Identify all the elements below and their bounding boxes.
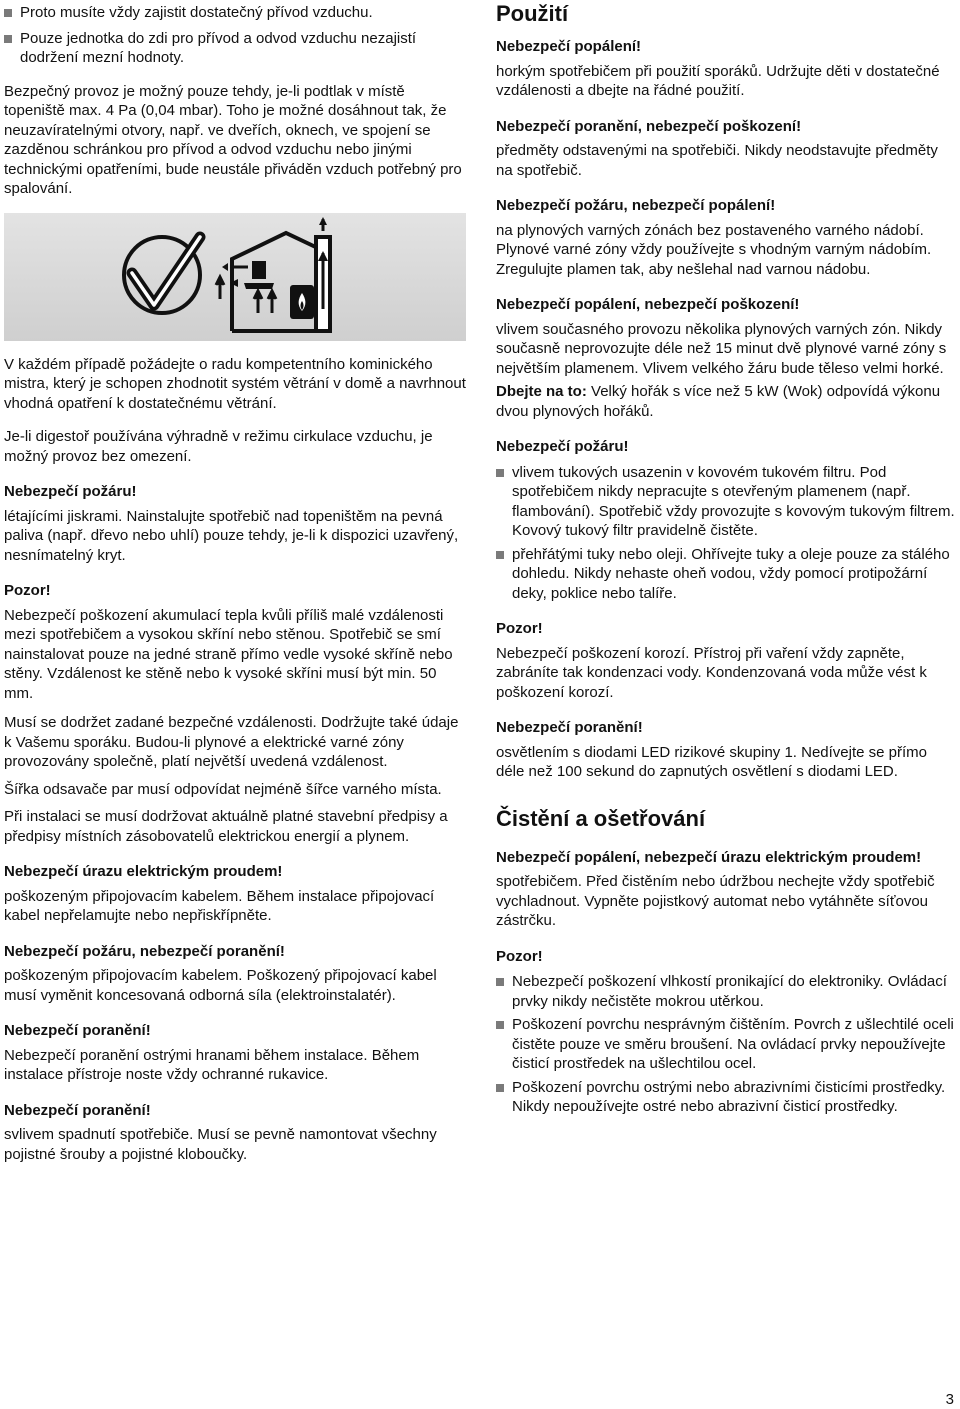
warning-title: Pozor! [4, 582, 51, 599]
warning-text: létajícími jiskrami. Nainstalujte spotřebič nad topeništěm na pevná paliva (např. dřevo nebo uhlí) pouze tehdy, je-li k dispozici uzavřený, nesnímatelný kryt. [4, 507, 459, 564]
paragraph-recirculation: Je-li digestoř používána výhradně v režimu cirkulace vzduchu, je možný provoz bez omezení. [4, 428, 433, 465]
warning-title: Nebezpečí popálení, nebezpečí poškození! [496, 296, 800, 313]
warning-title: Nebezpečí požáru, nebezpečí popálení! [496, 197, 776, 214]
note-text: Velký hořák s více než 5 kW (Wok) odpovídá výkonu dvou plynových hořáků. [496, 383, 941, 420]
list-item: Poškození povrchu ostrými nebo abrazivními čisticími prostředky. Nikdy nepoužívejte ostré nebo abrazivní čisticí prostředky. [496, 1078, 958, 1117]
warning-text: poškozeným připojovacím kabelem. Během instalace připojovací kabel nepřelamujte nebo nepřiskřípněte. [4, 887, 435, 924]
range-hood-icon [222, 261, 274, 289]
warning-text: osvětlením s diodami LED rizikové skupiny 1. Nedívejte se přímo déle než 100 sekund do zapnutých osvětlení s diodami LED. [496, 743, 928, 780]
warning-title: Pozor! [496, 620, 543, 637]
note-paragraph [496, 382, 958, 421]
warning-text: Nebezpečí poškození akumulací tepla kvůli příliš malé vzdálenosti mezi spotřebičem a vysokou skříní nebo stěnou. Spotřebič se smí nainstalovat pouze na jedné straně přímo vedle vysoké skříně nebo stěny. Vzdálenost ke stěně nebo k vysoké skříni musí být min. 50 mm. [4, 606, 453, 702]
list-item: Poškození povrchu nesprávným čištěním. Povrch z ušlechtilé oceli čistěte pouze ve směru broušení. Na ovládací prvky nepoužívejte čisticí prostředek na ušlechtilou ocel. [496, 1015, 958, 1074]
list-item: Proto musíte vždy zajistit dostatečný přívod vzduchu. [4, 3, 466, 23]
warning-text: vlivem současného provozu několika plynových varných zón. Nikdy současně neprovozujte déle než 15 minut dvě plynové varné zóny s největším plamenem. Vlivem velkého žáru bude těleso velmi horké. [496, 320, 947, 377]
warning-title: Pozor! [496, 947, 543, 965]
warning-title: Nebezpečí poranění! [496, 719, 643, 736]
section-heading-cleaning: Čistění a ošetřování [496, 805, 706, 831]
list-item: vlivem tukových usazenin v kovovém tukovém filtru. Pod spotřebičem nikdy nepracujte s otevřeným plamenem (např. flambování). Spotřebič vždy provozujte s kovovým tukovým filtrem. Kovový tukový filtr pravidelně čistěte. [496, 463, 958, 541]
warning-title: Nebezpečí poranění, nebezpečí poškození! [496, 117, 802, 135]
right-column [496, 1, 958, 1117]
stove-fire-icon [290, 285, 314, 319]
warning-text: horkým spotřebičem při použití sporáků. Udržujte děti v dostatečné vzdálenosti a dbejte na řádné použití. [496, 62, 940, 99]
warning-title: Nebezpečí úrazu elektrickým proudem! [4, 863, 283, 880]
warning-text: poškozeným připojovacím kabelem. Poškozený připojovací kabel musí vyměnit koncesovaná odborná síla (elektroinstalatér). [4, 967, 437, 1004]
warning-title: Nebezpečí poranění! [4, 1101, 151, 1119]
left-column [4, 3, 466, 1164]
chimney-icon [314, 217, 332, 331]
note-label: Dbejte na to: [496, 383, 587, 400]
paragraph-distances: Musí se dodržet zadané bezpečné vzdálenosti. Dodržujte také údaje k Vašemu sporáku. Budou-li plynové a elektrické varné zóny provozovány společně, platí největší uvedená vzdálenost. [4, 714, 459, 770]
warning-title: Nebezpečí poranění! [4, 1022, 151, 1039]
warning-text: svlivem spadnutí spotřebiče. Musí se pevně namontovat všechny pojistné šrouby a pojistné kloboučky. [4, 1126, 437, 1163]
page-number: 3 [945, 1391, 954, 1408]
paragraph-regulations: Při instalaci se musí dodržovat aktuálně platné stavební předpisy a předpisy místních zásobovatelů elektrickou energií a plynem. [4, 808, 448, 845]
warning-text: na plynových varných zónách bez postaveného varného nádobí. Plynové varné zóny vždy používejte s vhodným varným nádobím. Zregulujte plamen tak, aby nešlehal nad varnou nádobu. [496, 221, 932, 278]
paragraph-safe-operation: Bezpečný provoz je možný pouze tehdy, je-li podtlak v místě topeniště max. 4 Pa (0,04 mbar). Toho je možné dosáhnout tak, že neuzavíratelnými otvory, např. ve dveřích, oknech, ve spojení se zazděnou schránkou pro přívod a odvod vzduchu nebo jinými technickými opatřeními, bude neustále přiváděn vzduch potřebný pro spalování. [4, 82, 462, 197]
list-item: Pouze jednotka do zdi pro přívod a odvod vzduchu nezajistí dodržení mezní hodnoty. [4, 29, 466, 68]
checkmark-icon [124, 237, 200, 313]
list-item: Nebezpečí poškození vlhkostí pronikající do elektroniky. Ovládací prvky nikdy nečistěte mokrou utěrkou. [496, 972, 958, 1011]
paragraph-chimney-sweep: V každém případě požádejte o radu kompetentního kominického mistra, který je schopen zhodnotit systém větrání v domě a navrhnout vhodná opatření k dostatečnému větrání. [4, 355, 466, 412]
paragraph-width: Šířka odsavače par musí odpovídat nejméně šířce varného místa. [4, 780, 442, 798]
warning-title: Nebezpečí požáru! [4, 483, 137, 500]
airflow-arrows-icon [216, 277, 276, 313]
ventilation-illustration [4, 213, 466, 341]
warning-title: Nebezpečí požáru! [496, 438, 629, 455]
warning-title: Nebezpečí popálení, nebezpečí úrazu elektrickým proudem! [496, 848, 922, 866]
warning-text: Nebezpečí poškození korozí. Přístroj při vaření vždy zapněte, zabráníte tak kondenzaci vody. Kondenzovaná voda může vést k poškození korozí. [496, 644, 927, 701]
section-heading-use: Použití [496, 1, 569, 26]
list-item: přehřátými tuky nebo oleji. Ohřívejte tuky a oleje pouze za stálého dohledu. Nikdy nehaste oheň vodou, vždy pomocí protipožární deky, poklice nebo talíře. [496, 545, 958, 604]
house-ventilation-picture [4, 213, 466, 341]
warning-title: Nebezpečí popálení! [496, 38, 642, 55]
warning-text: předměty odstavenými na spotřebiči. Nikdy neodstavujte předměty na spotřebič. [496, 142, 938, 179]
warning-title: Nebezpečí požáru, nebezpečí poranění! [4, 942, 285, 960]
warning-text: spotřebičem. Před čistěním nebo údržbou nechejte vždy spotřebič vychladnout. Vypněte pojistkový automat nebo vytáhněte síťovou zástrčku. [496, 873, 935, 929]
warning-text: Nebezpečí poranění ostrými hranami během instalace. Během instalace přístroje noste vždy ochranné rukavice. [4, 1046, 420, 1083]
